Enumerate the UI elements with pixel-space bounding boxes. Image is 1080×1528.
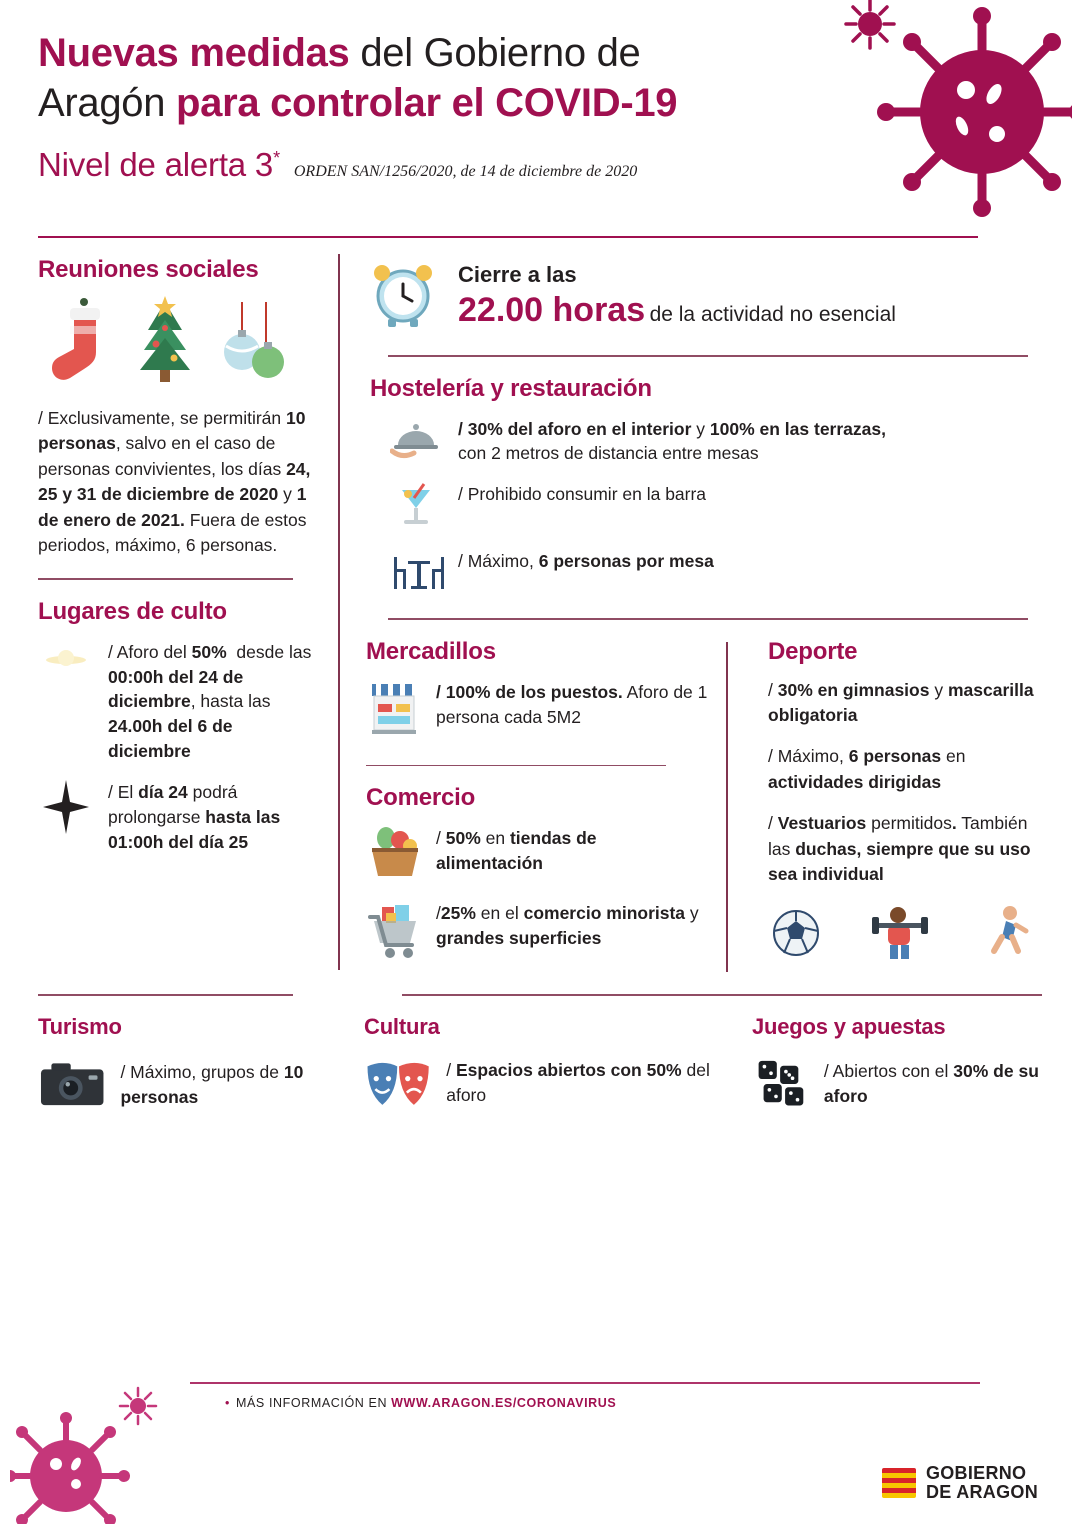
alert-level-text: Nivel de alerta 3 xyxy=(38,146,274,183)
left-divider-1 xyxy=(38,578,293,580)
hosteleria-item-2-text: / Prohibido consumir en la barra xyxy=(458,484,707,505)
star-icon xyxy=(38,778,94,841)
hosteleria-item-3-text: / Máximo, 6 personas por mesa xyxy=(458,551,714,572)
footer-more-info: MÁS INFORMACIÓN EN xyxy=(235,1396,388,1410)
cocktail-icon xyxy=(388,480,444,533)
gov-line-1: GOBIERNO xyxy=(925,1463,1027,1484)
hosteleria-item-1-text: / 30% del aforo en el interior y 100% en las terrazas, con 2 metros de distancia entre mesas xyxy=(458,418,886,464)
culto-item-2-text: / El día 24 podrá prolongarse hasta las 01:00h del día 25 xyxy=(108,781,281,852)
bottom-divider-2 xyxy=(402,994,1042,996)
coronavirus-icon xyxy=(842,0,1072,224)
stocking-icon xyxy=(44,296,118,388)
hosteleria-item-3 xyxy=(388,547,1042,598)
comercio-item-2-text: /25% en el comercio minorista y grandes superficies xyxy=(436,903,699,949)
alert-level-asterisk: * xyxy=(273,148,280,168)
section-title-cultura: Cultura xyxy=(364,1013,440,1039)
section-title-culto: Lugares de culto xyxy=(38,597,227,625)
government-logo xyxy=(882,1464,1038,1502)
order-reference: ORDEN SAN/1256/2020, de 14 de diciembre de 2020 xyxy=(293,163,638,180)
running-icon xyxy=(976,903,1032,961)
main-content xyxy=(0,236,1080,980)
title-part-2: del Gobierno de xyxy=(349,31,641,75)
cultura-block xyxy=(338,1014,726,1118)
title-part-3: Aragón xyxy=(38,81,176,125)
soccer-ball-icon xyxy=(768,905,824,961)
shopping-cart-icon xyxy=(366,899,422,966)
bottom-dividers xyxy=(0,980,1080,1010)
market-stall-icon xyxy=(366,678,422,745)
section-title-mercadillos: Mercadillos xyxy=(366,637,496,665)
left-column xyxy=(38,236,338,980)
culto-item-1 xyxy=(38,638,316,764)
turismo-item-1-text: / Máximo, grupos de 10 personas xyxy=(120,1061,304,1107)
header xyxy=(0,0,1080,236)
closure-hours: 22.00 horas xyxy=(458,291,646,329)
deporte-item-1: / 30% en gimnasios y mascarilla obligatoria xyxy=(768,679,1034,726)
sub-columns xyxy=(366,638,1042,981)
aragon-flag-icon xyxy=(882,1468,916,1498)
middle-column xyxy=(366,638,726,981)
ornaments-icon xyxy=(212,296,292,388)
culto-item-1-text: / Aforo del 50% desde las 00:00h del 24 de diciembre, hasta las 24.00h del 6 de diciembre xyxy=(108,641,312,762)
section-title-comercio: Comercio xyxy=(366,784,476,812)
right-divider-2 xyxy=(388,618,1028,620)
title-part-1: Nuevas medidas xyxy=(38,31,350,75)
section-title-hosteleria: Hostelería y restauración xyxy=(370,374,652,402)
footer-url[interactable]: WWW.ARAGON.ES/CORONAVIRUS xyxy=(391,1396,617,1410)
government-name xyxy=(926,1464,1038,1502)
closure-line1: Cierre a las xyxy=(458,261,577,287)
room-service-icon xyxy=(388,415,444,464)
bottom-row xyxy=(0,1014,1080,1118)
cultura-item-1-text: / Espacios abiertos con 50% del aforo xyxy=(446,1059,710,1105)
camera-icon xyxy=(38,1052,106,1118)
right-divider-1 xyxy=(388,355,1028,357)
dice-icon xyxy=(752,1052,810,1116)
reuniones-text: / Exclusivamente, se permitirán 10 personas, salvo en el caso de personas convivientes, los días 24, 25 y 31 de diciembre de 2020 y 1 de enero de 2021. Fuera de estos periodos, máximo, 6 personas. xyxy=(38,408,311,555)
turismo-item-1 xyxy=(38,1052,318,1118)
closure-block xyxy=(366,256,1042,335)
juegos-item-1-text: / Abiertos con el 30% de su aforo xyxy=(823,1060,1039,1106)
column-divider-right xyxy=(726,642,728,973)
alarm-clock-icon xyxy=(366,256,440,335)
right-column xyxy=(340,236,1042,980)
table-chairs-icon xyxy=(388,547,444,598)
grocery-basket-icon xyxy=(366,824,422,885)
section-title-juegos: Juegos y apuestas xyxy=(752,1013,946,1039)
footer-divider xyxy=(190,1382,980,1384)
closure-rest: de la actividad no esencial xyxy=(649,303,896,326)
deporte-item-3: / Vestuarios permitidos. También las duchas, siempre que su uso sea individual xyxy=(768,813,1031,884)
coronavirus-icon-bottom xyxy=(10,1384,180,1524)
hosteleria-item-1 xyxy=(388,415,1042,467)
hosteleria-item-2 xyxy=(388,480,1042,533)
juegos-block xyxy=(726,1014,1042,1118)
christmas-tree-icon xyxy=(126,296,204,388)
comercio-item-1-text: / 50% en tiendas de alimentación xyxy=(436,828,597,874)
gov-line-2: DE ARAGON xyxy=(925,1482,1038,1503)
bullet-icon: • xyxy=(225,1396,230,1410)
section-title-deporte: Deporte xyxy=(768,637,858,665)
sport-column xyxy=(742,638,1042,981)
comercio-item-2 xyxy=(366,899,708,966)
column-divider-left xyxy=(338,254,340,970)
section-title-turismo: Turismo xyxy=(38,1013,122,1039)
alert-level xyxy=(38,146,280,184)
footer-info xyxy=(225,1396,616,1410)
weightlifting-icon xyxy=(868,903,932,961)
page-title xyxy=(38,28,838,128)
theatre-masks-icon xyxy=(364,1052,432,1114)
mercadillos-item-1 xyxy=(366,678,708,745)
footer xyxy=(0,1368,1080,1528)
sport-icons xyxy=(768,903,1042,961)
juegos-item-1 xyxy=(752,1052,1042,1116)
mercadillos-item-1-text: / 100% de los puestos. Aforo de 1 persona cada 5M2 xyxy=(436,681,708,727)
culto-item-2 xyxy=(38,778,316,855)
closure-text xyxy=(458,262,896,330)
comercio-item-1 xyxy=(366,824,708,885)
sun-icon xyxy=(38,638,94,683)
turismo-block xyxy=(38,1014,338,1118)
middle-divider xyxy=(366,765,666,767)
section-title-reuniones: Reuniones sociales xyxy=(38,256,259,283)
cultura-item-1 xyxy=(364,1052,716,1114)
christmas-icons xyxy=(44,296,316,388)
deporte-item-2: / Máximo, 6 personas en actividades dirigidas xyxy=(768,746,966,792)
title-part-4: para controlar el COVID-19 xyxy=(176,81,678,125)
bottom-divider-1 xyxy=(38,994,293,996)
